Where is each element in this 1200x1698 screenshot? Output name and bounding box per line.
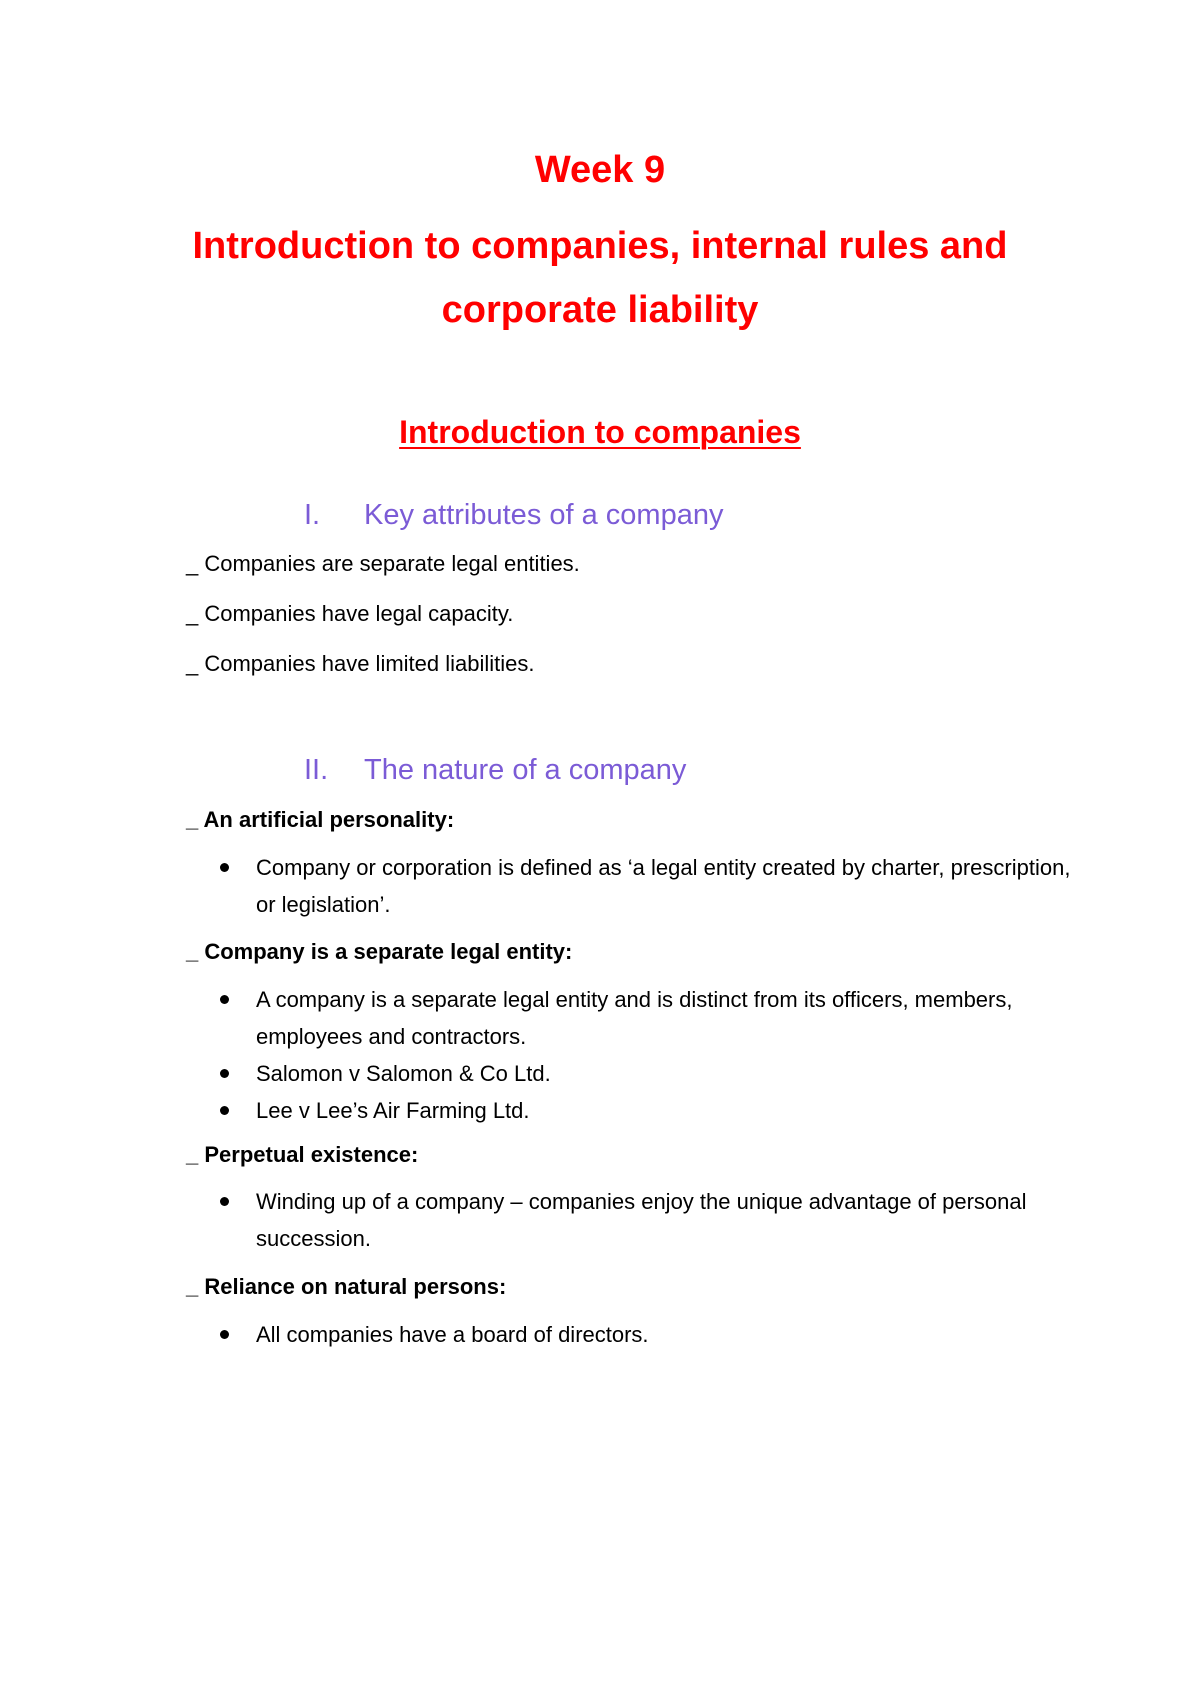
part-1-heading-text: Key attributes of a company bbox=[364, 499, 724, 531]
list-item-text: All companies have a board of directors. bbox=[256, 1322, 649, 1347]
bullet-icon bbox=[220, 1197, 229, 1206]
list-item bbox=[220, 1316, 1080, 1353]
attribute-line: _ Companies have limited liabilities. bbox=[186, 651, 535, 676]
part-1-numeral: I. bbox=[304, 499, 321, 531]
bullet-icon bbox=[220, 1106, 229, 1115]
group-heading: _ An artificial personality: bbox=[186, 807, 455, 832]
section-heading-text: Introduction to companies bbox=[399, 414, 801, 450]
week-label: Week 9 bbox=[534, 149, 666, 191]
part-2-numeral: II. bbox=[304, 754, 329, 786]
list-item bbox=[220, 1055, 1080, 1092]
part-2-heading-text: The nature of a company bbox=[364, 754, 687, 786]
list-item-text: Company or corporation is defined as ‘a legal entity created by charter, prescription, or legislation’. bbox=[256, 855, 1071, 917]
list-item-text: Winding up of a company – companies enjoy the unique advantage of personal succession. bbox=[256, 1189, 1027, 1251]
group-heading: _ Company is a separate legal entity: bbox=[186, 939, 573, 964]
bullet-list bbox=[220, 981, 1080, 1129]
part-2-heading bbox=[304, 752, 686, 788]
page-title: Introduction to companies, internal rules and corporate liability bbox=[192, 225, 1008, 331]
list-item bbox=[220, 981, 1080, 1055]
bullet-icon bbox=[220, 1069, 229, 1078]
group-heading: _ Reliance on natural persons: bbox=[186, 1274, 507, 1299]
bullet-icon bbox=[220, 1330, 229, 1339]
list-item-text: A company is a separate legal entity and is distinct from its officers, members, employees and contractors. bbox=[256, 987, 1013, 1049]
list-item bbox=[220, 1092, 1080, 1129]
attribute-line: _ Companies are separate legal entities. bbox=[186, 551, 580, 576]
list-item bbox=[220, 1183, 1080, 1257]
bullet-icon bbox=[220, 863, 229, 872]
attribute-line: _ Companies have legal capacity. bbox=[186, 601, 514, 626]
part-1-heading bbox=[304, 497, 723, 533]
bullet-icon bbox=[220, 995, 229, 1004]
bullet-list bbox=[220, 1183, 1080, 1257]
group-heading: _ Perpetual existence: bbox=[186, 1142, 419, 1167]
list-item-text: Salomon v Salomon & Co Ltd. bbox=[256, 1061, 551, 1086]
title-block bbox=[0, 150, 1200, 342]
list-item bbox=[220, 849, 1080, 923]
bullet-list bbox=[220, 1316, 1080, 1353]
list-item-text: Lee v Lee’s Air Farming Ltd. bbox=[256, 1098, 530, 1123]
bullet-list bbox=[220, 849, 1080, 923]
section-heading bbox=[0, 412, 1200, 452]
